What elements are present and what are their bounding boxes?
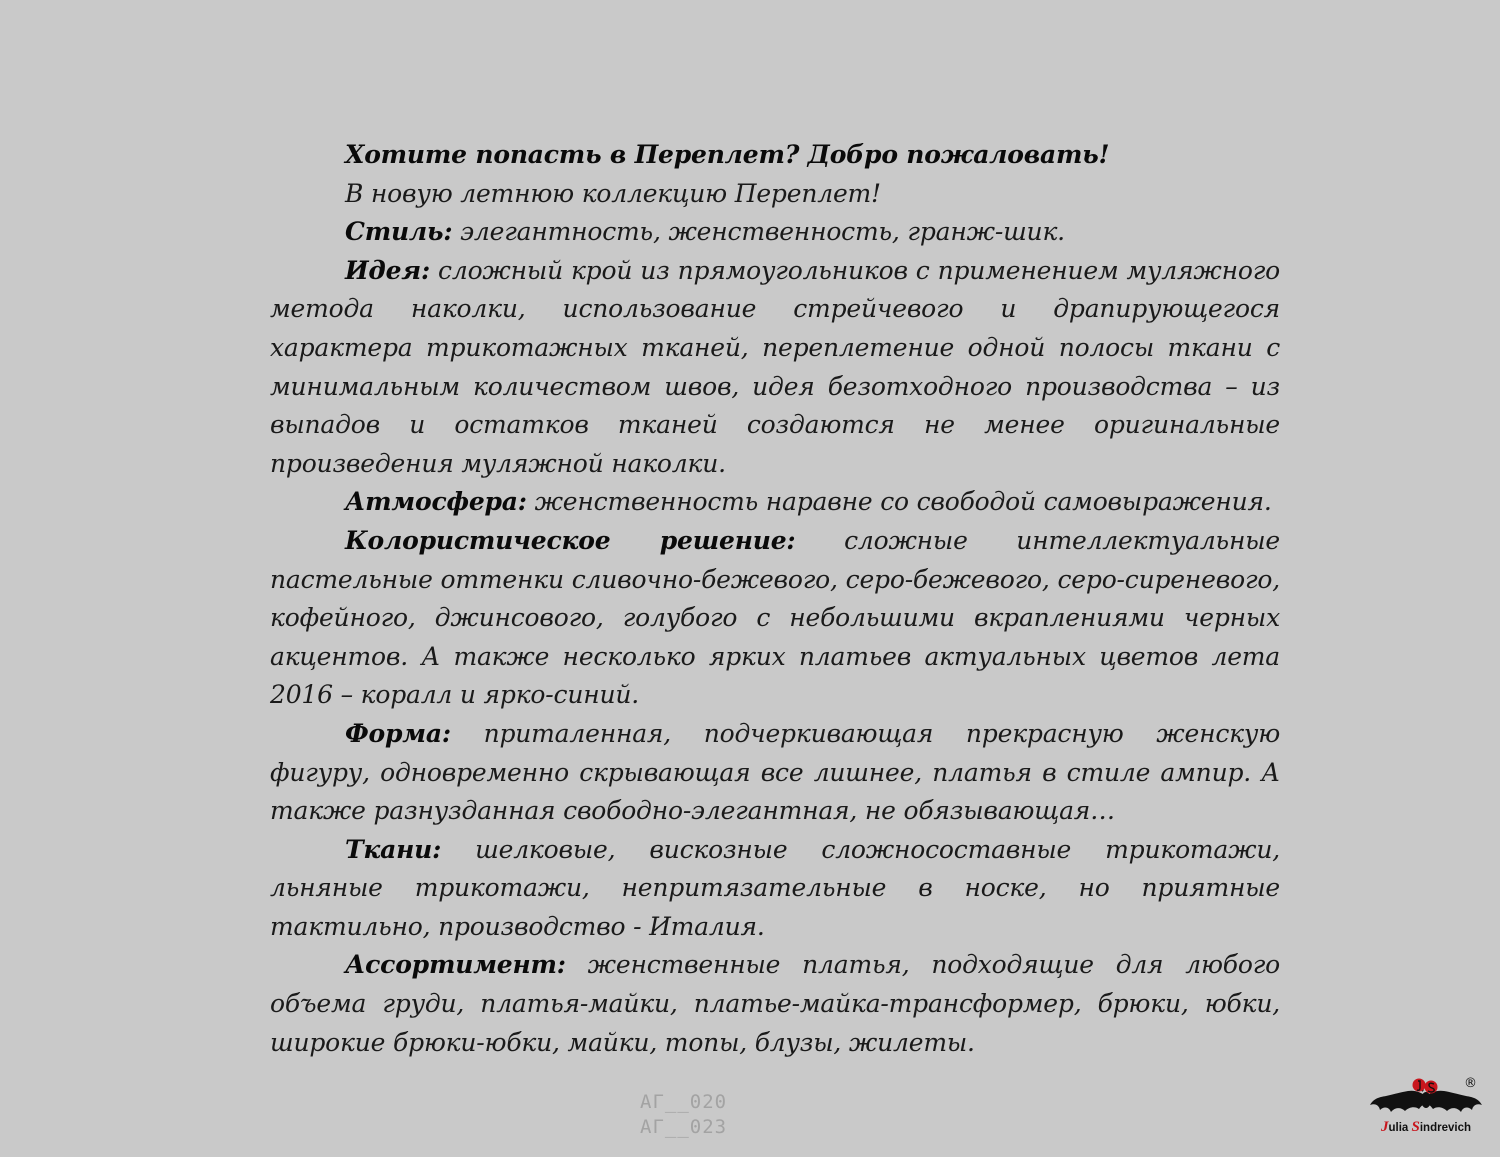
section-label: Атмосфера: [345,487,527,517]
section-text: сложный крой из прямоугольников с применением муляжного метода наколки, использование стрейчевого и драпирующегося характера трикотажных тканей, переплетение одной полосы ткани с минимальным количеством швов, идея безотходного производства – из выпадов и остатков тканей создаются не менее оригинальные произведения муляжной наколки. [270,255,1280,478]
section-text: приталенная, подчеркивающая прекрасную женскую фигуру, одновременно скрывающая все лишнее, платья в стиле ампир. А также разнузданная свободно-элегантная, не обязывающая… [270,718,1281,826]
registered-mark: ® [1464,1076,1477,1091]
section-text: элегантность, женственность, гранж-шик. [460,217,1065,247]
brand-name: Julia Sindrevich [1381,1119,1471,1135]
intro-subheading: В новую летнюю коллекцию Переплет! [345,178,881,208]
section-label: Колористическое решение: [345,525,796,555]
section-atmosphere [270,483,1280,522]
article-codes [640,1090,727,1140]
article-code: АГ__023 [640,1116,728,1138]
section-label: Ассортимент: [345,950,566,980]
section-fabrics [270,831,1280,947]
collection-description [270,136,1280,1062]
section-color [270,522,1280,715]
section-label: Идея: [345,255,431,285]
intro-heading: Хотите попасть в Переплет? Добро пожаловать! [345,140,1110,169]
section-form [270,715,1280,831]
section-text: сложные интеллектуальные пастельные оттенки сливочно-бежевого, серо-бежевого, серо-сиреневого, кофейного, джинсового, голубого с небольшими вкраплениями черных акцентов. А также несколько ярких платьев актуальных цветов лета 2016 – коралл и ярко-синий. [270,525,1280,710]
section-style [270,213,1280,252]
section-assortment [270,946,1280,1062]
section-text: женственность наравне со свободой самовыражения. [534,487,1272,517]
article-code: АГ__020 [640,1091,728,1113]
section-label: Форма: [345,718,451,748]
section-idea [270,252,1280,484]
section-label: Стиль: [345,217,453,247]
section-text: шелковые, вискозные сложносоставные трикотажи, льняные трикотажи, непритязательные в носке, но приятные тактильно, производство - Италия. [270,834,1280,941]
section-label: Ткани: [345,834,442,864]
section-text: женственные платья, подходящие для любого объема груди, платья-майки, платье-майка-трансформер, брюки, юбки, широкие брюки-юбки, майки, топы, блузы, жилеты. [270,950,1280,1057]
